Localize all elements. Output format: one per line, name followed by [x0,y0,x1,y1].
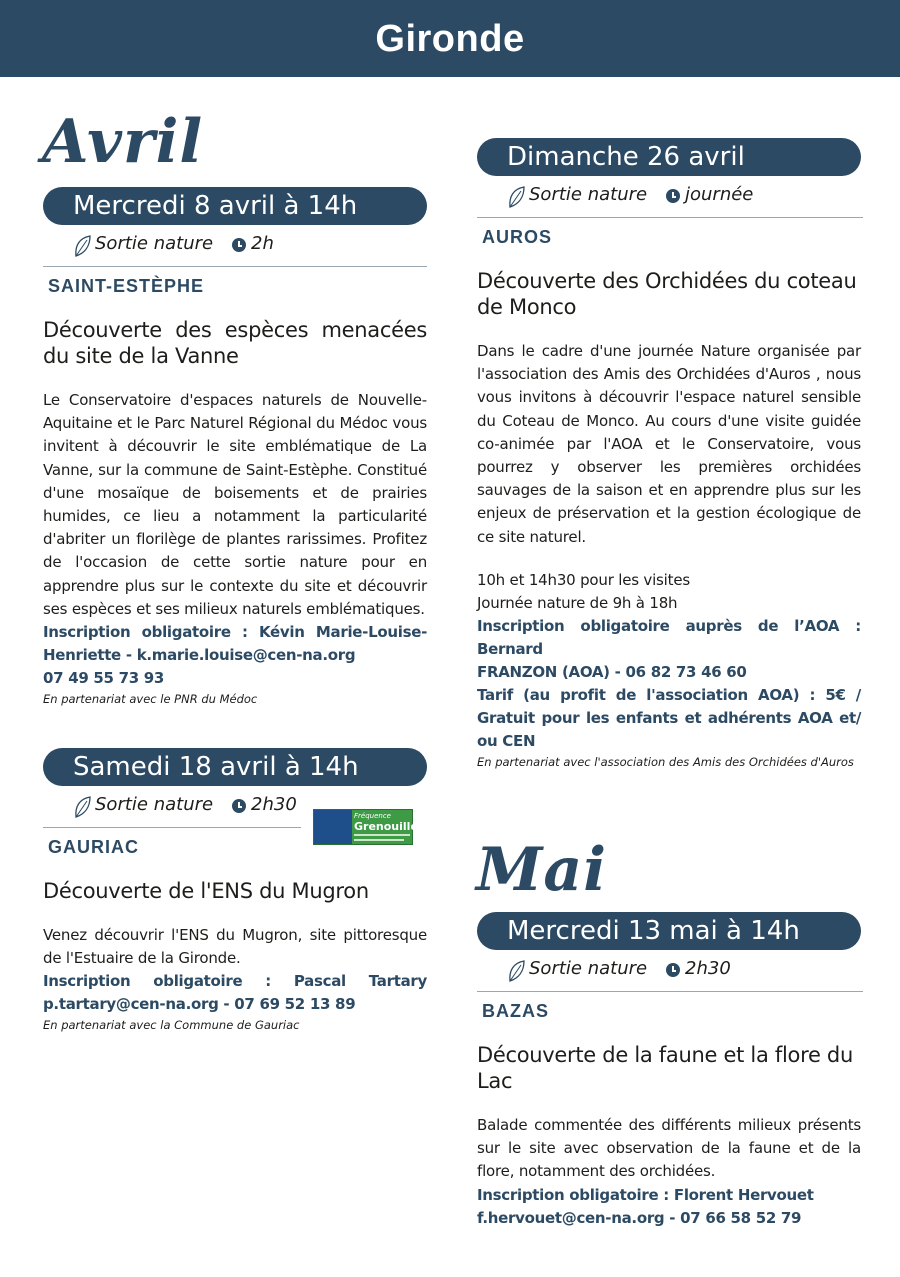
event-kind: Sortie nature [529,958,648,979]
clock-icon [232,799,246,813]
event-place: SAINT-ESTÈPHE [48,276,205,296]
event-description: Balade commentée des différents milieux présents sur le site avec observation de la faune et de la flore, notamment des orchidées. [477,1116,861,1181]
event-title: Découverte des espèces menacées du site de la Vanne [43,318,427,368]
event-phone: 07 49 55 73 93 [43,669,165,688]
event-description: Dans le cadre d'une journée Nature organisée par l'association des Amis des Orchidées d'Auros , nous vous invitons à découvrir l'espace naturel sensible du Coteau de Monco. Au cours d'une visite guidée co-animée par l'AOA et le Conservatoire, vous pourrez y observer les premières orchidées sauvages de la saison et en apprendre plus sur les enjeux de préservation et la gestion écologique de ce site naturel. [477,342,861,546]
event-meta [43,786,301,828]
event-registration: Inscription obligatoire auprès de l’AOA : Bernard [477,616,861,658]
event-title: Découverte des Orchidées du coteau de Monco [477,269,857,319]
event-auros [477,138,861,771]
event-fee-end: ou CEN [477,731,536,750]
event-title: Découverte de l'ENS du Mugron [43,879,369,903]
header-bar [0,0,900,77]
event-registration: Inscription obligatoire : Pascal Tartary [43,972,427,991]
event-meta [477,176,863,218]
event-fee: Tarif (au profit de l'association AOA) : 5€ / [477,685,861,704]
event-meta [477,950,863,992]
event-duration: 2h30 [685,958,731,979]
event-title: Découverte de la faune et la flore du Lac [477,1043,853,1093]
event-kind: Sortie nature [529,184,648,205]
event-place: AUROS [482,227,553,247]
event-description: Venez découvrir l'ENS du Mugron, site pittoresque de l'Estuaire de la Gironde. [43,926,427,968]
leaf-icon [73,795,93,819]
event-meta [43,225,427,267]
event-registration-contact: FRANZON (AOA) - 06 82 73 46 60 [477,662,747,681]
leaf-icon [507,959,527,983]
event-partner: En partenariat avec la Commune de Gauriac [43,1018,300,1033]
event-gauriac [43,748,427,1034]
event-duration: 2h [251,233,274,254]
event-registration-contact: Henriette - k.marie.louise@cen-na.org [43,646,356,665]
event-kind: Sortie nature [95,794,214,815]
clock-icon [666,189,680,203]
event-registration: Inscription obligatoire : Florent Hervouet [477,1185,814,1204]
event-registration-contact: p.tartary@cen-na.org - 07 69 52 13 89 [43,995,356,1014]
event-date: Mercredi 8 avril à 14h [43,187,427,225]
clock-icon [666,963,680,977]
frequence-grenouille-logo: Fréquence Grenouille [313,809,413,845]
month-heading-april: Avril [42,107,204,177]
clock-icon [232,238,246,252]
event-registration-contact: f.hervouet@cen-na.org - 07 66 58 52 79 [477,1208,802,1227]
page-title: Gironde [375,18,525,60]
event-registration: Inscription obligatoire : Kévin Marie-Louise- [43,623,427,642]
event-bazas [477,912,861,1230]
event-times: 10h et 14h30 pour les visites [477,570,690,589]
event-place: GAURIAC [48,837,139,857]
event-times-day: Journée nature de 9h à 18h [477,593,678,612]
event-date: Samedi 18 avril à 14h [43,748,427,786]
event-date: Mercredi 13 mai à 14h [477,912,861,950]
event-duration: 2h30 [251,794,297,815]
event-duration: journée [685,184,754,205]
leaf-icon [507,185,527,209]
event-partner: En partenariat avec le PNR du Médoc [43,692,258,707]
event-place: BAZAS [482,1001,549,1021]
event-fee-free: Gratuit pour les enfants et adhérents AOA et/ [477,708,861,727]
event-date: Dimanche 26 avril [477,138,861,176]
event-kind: Sortie nature [95,233,214,254]
month-heading-may: Mai [476,835,608,905]
leaf-icon [73,234,93,258]
event-description: Le Conservatoire d'espaces naturels de Nouvelle-Aquitaine et le Parc Naturel Régional du Médoc vous invitent à découvrir le site emblématique de La Vanne, sur la commune de Saint-Estèphe. Constitué d'une mosaïque de boisements et de prairies humides, ce lieu a notamment la particularité d'abriter un florilège de plantes rarissimes. Profitez de l'occasion de cette sortie nature pour en apprendre plus sur le contexte du site et découvrir ses espèces et ses milieux naturels emblématiques. [43,391,427,618]
event-partner: En partenariat avec l'association des Amis des Orchidées d'Auros [477,754,854,769]
event-saint-estephe [43,187,427,708]
